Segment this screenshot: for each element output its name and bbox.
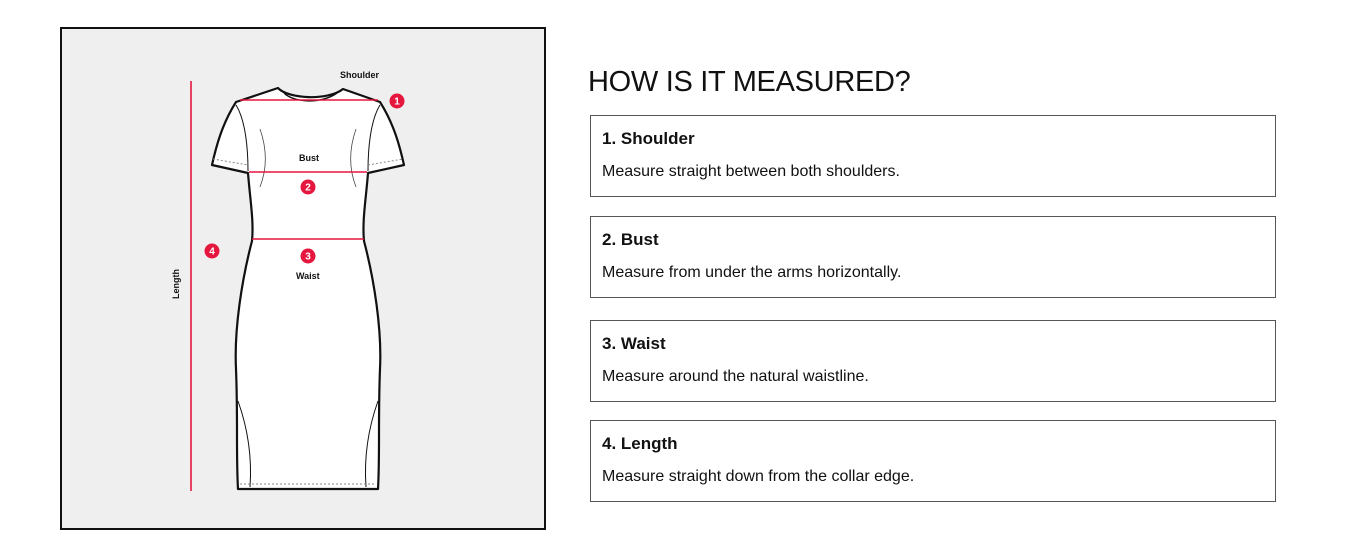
card-description: Measure straight down from the collar edge. [602,468,915,485]
card-title: 4. Length [602,434,678,453]
card-title: 3. Waist [602,334,666,353]
marker-4 [205,244,220,259]
waist-label: Waist [296,271,320,281]
card-description: Measure straight between both shoulders. [602,163,900,180]
marker-3 [301,249,316,264]
card-title: 1. Shoulder [602,129,695,148]
card-description: Measure around the natural waistline. [602,368,869,385]
measure-card-waist [590,320,1276,402]
section-heading: HOW IS IT MEASURED? [588,66,911,98]
measure-card-length [590,420,1276,502]
shoulder-label: Shoulder [340,70,380,80]
card-description: Measure from under the arms horizontally. [602,264,902,281]
svg-text:2: 2 [305,182,311,194]
card-title: 2. Bust [602,230,659,249]
dress-illustration [62,29,548,532]
measure-card-bust [590,216,1276,298]
dress-outline [212,88,404,489]
svg-text:3: 3 [305,251,311,263]
bust-label: Bust [299,153,319,163]
length-label: Length [171,269,181,299]
marker-1 [390,94,405,109]
measure-card-shoulder [590,115,1276,197]
svg-text:1: 1 [394,96,400,108]
svg-text:4: 4 [209,246,215,258]
marker-2 [301,180,316,195]
dress-measurement-diagram [60,27,546,530]
